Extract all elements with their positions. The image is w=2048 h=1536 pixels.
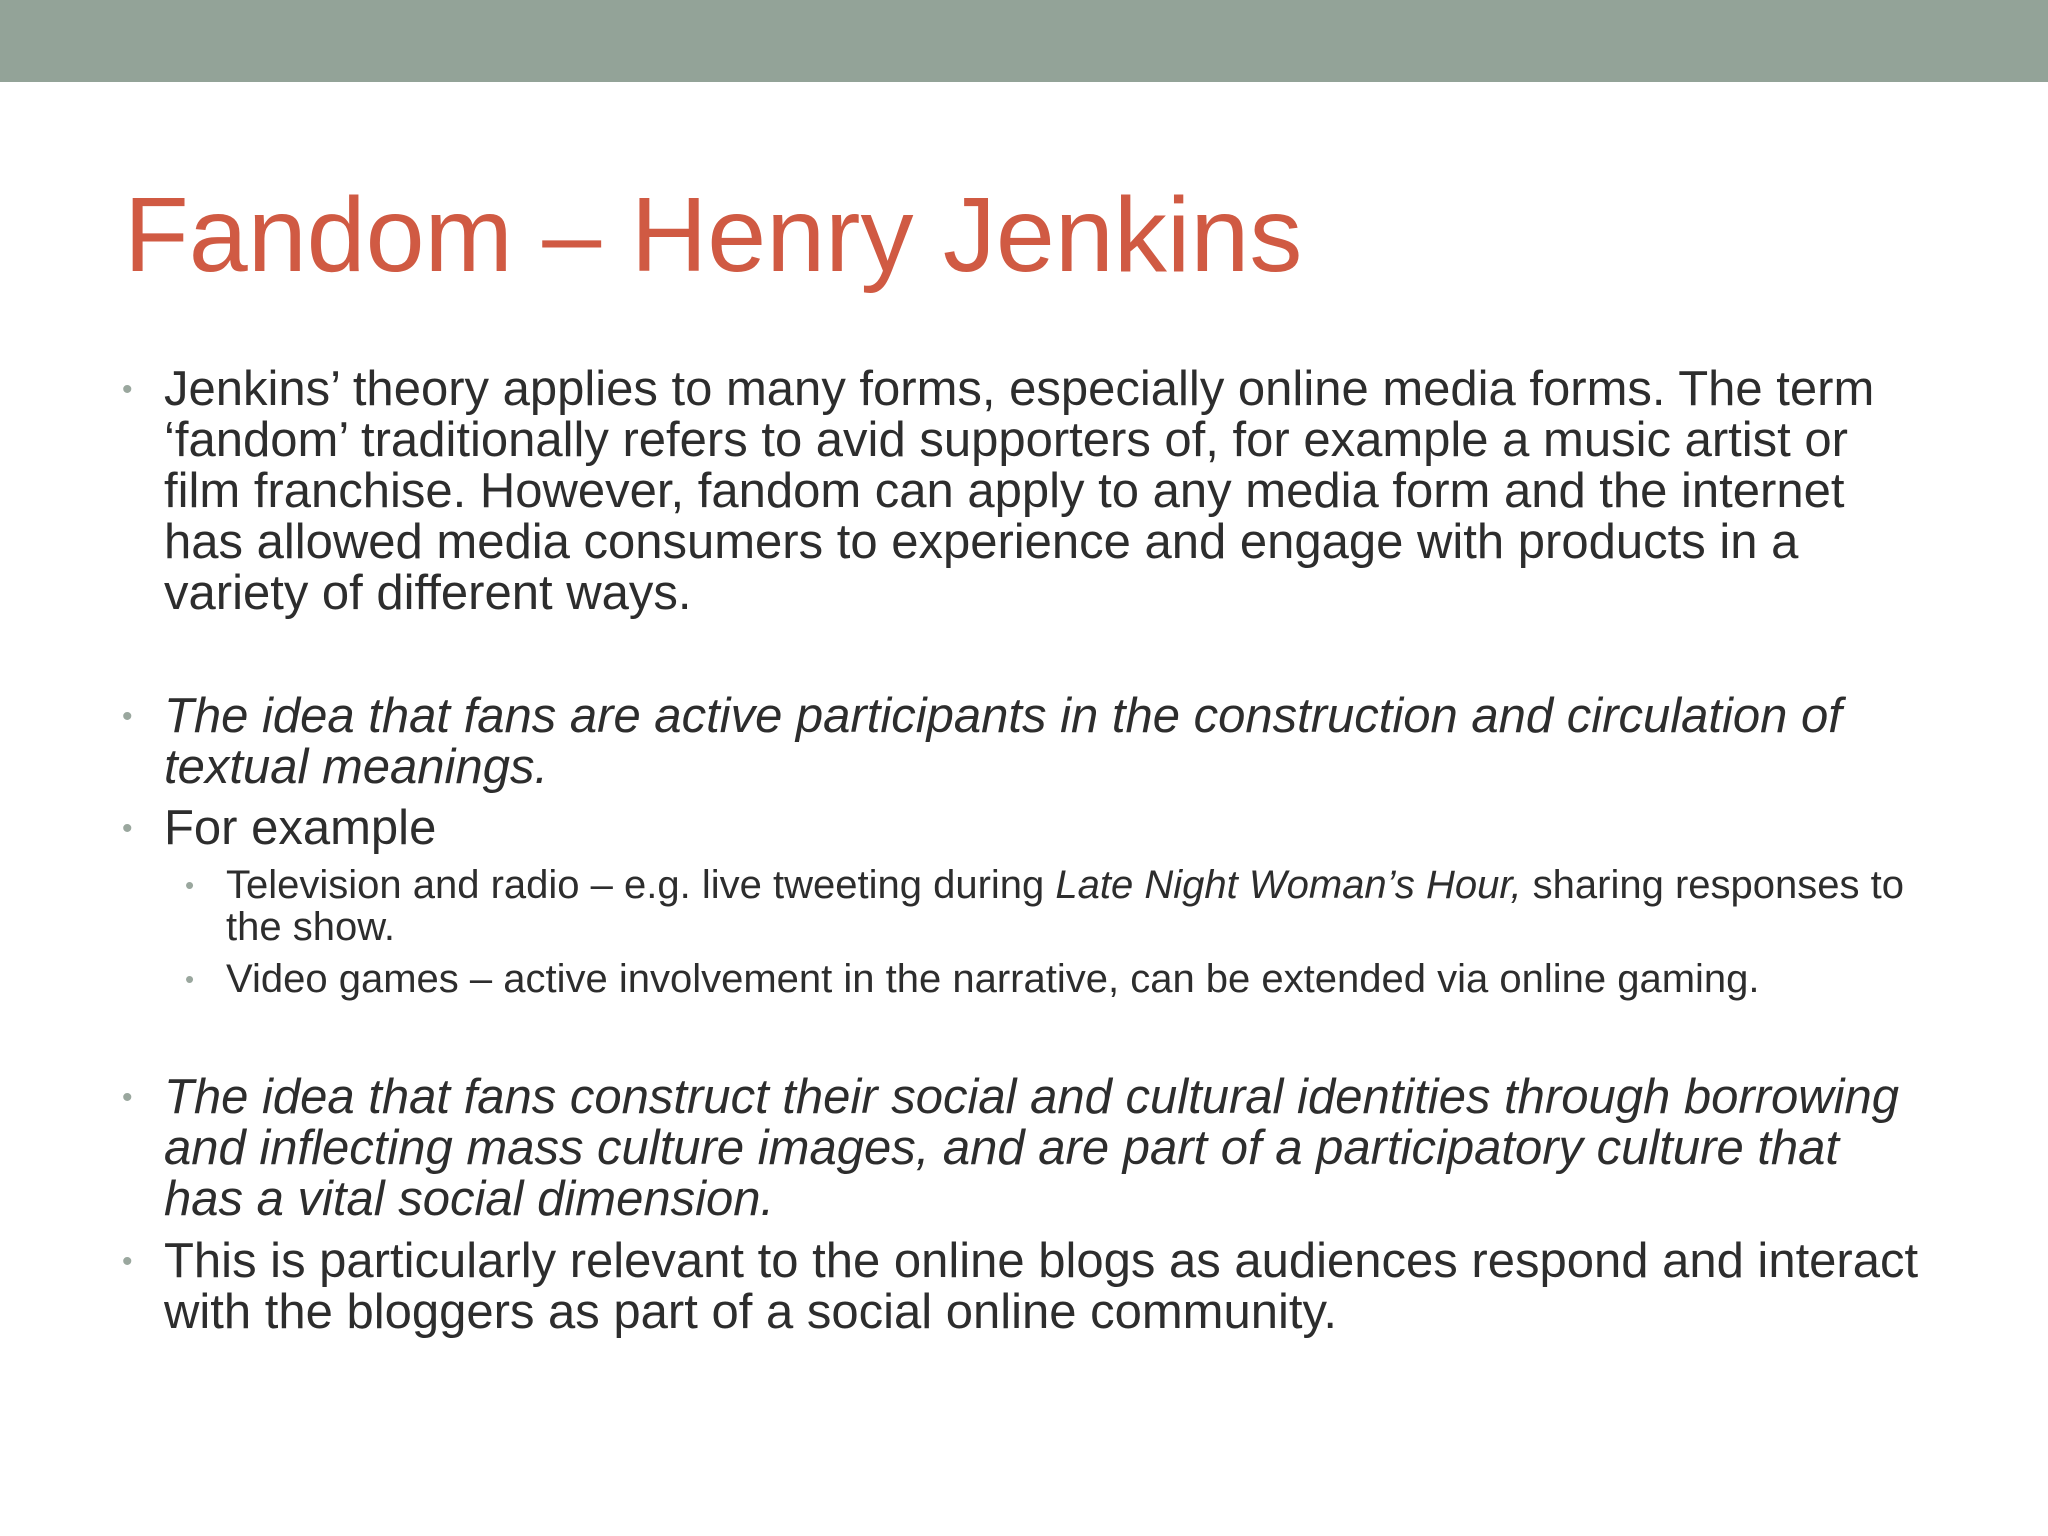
bullet-dot-icon: • bbox=[122, 1245, 133, 1278]
sub-bullet-dot-icon: • bbox=[185, 870, 195, 900]
sub-bullet-video-games bbox=[185, 957, 1946, 1001]
bullet-text: This is particularly relevant to the online blogs as audiences respond and interact with the bloggers as part of a social online community. bbox=[164, 1234, 1919, 1339]
bullet-text: For example bbox=[164, 801, 437, 855]
bullet-text: The idea that fans construct their social and cultural identities through borrowing and inflecting mass culture images, and are part of a participatory culture that has a vital social dimension. bbox=[164, 1070, 1900, 1226]
bullet-text: Jenkins’ theory applies to many forms, especially online media forms. The term ‘fandom’ traditionally refers to avid supporters of, for example a music artist or film franchise. However, fandom can apply to any media form and the internet has allowed media consumers to experience and engage with products in a variety of different ways. bbox=[164, 362, 1875, 620]
programme-title: Late Night Woman’s Hour, bbox=[1055, 863, 1522, 907]
bullet-social-identities bbox=[122, 1070, 1924, 1226]
slide-title: Fandom – Henry Jenkins bbox=[124, 176, 1303, 294]
bullet-for-example bbox=[122, 801, 1924, 855]
header-band bbox=[0, 0, 2048, 82]
sub-bullet-text: Video games – active involvement in the narrative, can be extended via online gaming. bbox=[226, 957, 1760, 1001]
bullet-jenkins-theory bbox=[122, 362, 1924, 620]
sub-bullet-text-tail: sharing responses to the show. bbox=[226, 863, 1905, 949]
sub-bullet-text: Television and radio – e.g. live tweeting during bbox=[226, 863, 1056, 907]
bullet-online-blogs bbox=[122, 1234, 1924, 1339]
sub-bullet-dot-icon: • bbox=[185, 964, 195, 994]
bullet-dot-icon: • bbox=[122, 373, 133, 406]
bullet-text: The idea that fans are active participants in the construction and circulation of textual meanings. bbox=[164, 689, 1842, 794]
bullet-dot-icon: • bbox=[122, 700, 133, 733]
bullet-active-participants bbox=[122, 689, 1924, 794]
sub-bullet-television-radio bbox=[185, 863, 1946, 949]
bullet-dot-icon: • bbox=[122, 1081, 133, 1114]
bullet-dot-icon: • bbox=[122, 812, 133, 845]
